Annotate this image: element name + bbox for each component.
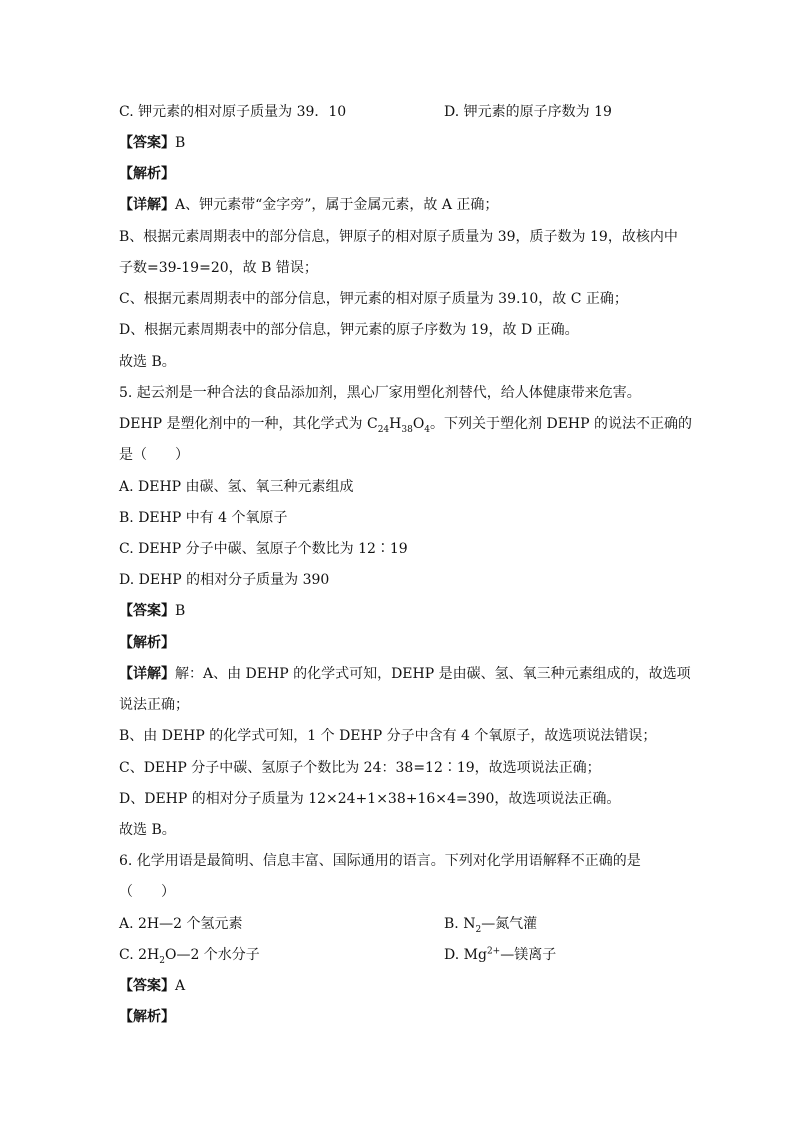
- q6-stem-line1: 6. 化学用语是最简明、信息丰富、国际通用的语言。下列对化学用语解释不正确的是: [119, 853, 641, 869]
- detail-label: 【详解】: [119, 197, 175, 213]
- q5-detail-c: C、DEHP 分子中碳、氢原子个数比为 24：38=12∶19，故选项说法正确；: [119, 760, 601, 776]
- option-text: —氮气灌: [481, 916, 538, 932]
- option-text: D. Mg: [444, 947, 487, 963]
- formula-superscript: 2+: [486, 946, 501, 957]
- option-text: O—2 个水分子: [164, 947, 260, 963]
- q4-option-d: D. 钾元素的原子序数为 19: [444, 104, 612, 120]
- formula-subscript: 24: [377, 424, 390, 435]
- option-text: C. 2H: [119, 947, 160, 963]
- option-text: B. N: [444, 916, 476, 932]
- q5-detail-a-line2: 说法正确；: [119, 697, 189, 713]
- answer-label: 【答案】: [119, 978, 175, 994]
- q5-analysis-label: 【解析】: [119, 635, 175, 651]
- q4-options-cd: [119, 102, 689, 122]
- detail-label: 【详解】: [119, 666, 175, 682]
- q5-answer: [119, 601, 689, 621]
- q5-detail-b: B、由 DEHP 的化学式可知，1 个 DEHP 分子中含有 4 个氧原子，故选项说法错误；: [119, 728, 657, 744]
- q4-detail-d: D、根据元素周期表中的部分信息，钾元素的原子序数为 19，故 D 正确。: [119, 322, 579, 338]
- q5-stem-text: DEHP 是塑化剂中的一种，其化学式为 C: [119, 416, 378, 432]
- q5-stem-line3: 是（ ）: [119, 447, 189, 463]
- formula-subscript: 2: [475, 924, 482, 935]
- detail-text: A、钾元素带“金字旁”，属于金属元素，故 A 正确；: [175, 197, 499, 213]
- q4-answer: [119, 133, 689, 153]
- q6-stem-line2: （ ）: [119, 884, 175, 900]
- q4-detail-b-line2: 子数=39-19=20，故 B 错误；: [119, 260, 318, 276]
- q5-option-b: B. DEHP 中有 4 个氧原子: [119, 510, 288, 526]
- detail-text: 解：A、由 DEHP 的化学式可知，DEHP 是由碳、氢、氧三种元素组成的，故选项: [175, 666, 691, 682]
- q4-analysis-label: 【解析】: [119, 166, 175, 182]
- q4-option-c: C. 钾元素的相对原子质量为 39．10: [119, 104, 347, 120]
- q6-options-ab: [119, 914, 689, 934]
- q5-conclusion: 故选 B。: [119, 822, 176, 838]
- formula-subscript: 38: [401, 424, 413, 435]
- formula-subscript: 2: [159, 955, 165, 966]
- q6-option-b: [444, 914, 537, 934]
- option-text: —镁离子: [500, 947, 557, 963]
- q4-detail-c: C、根据元素周期表中的部分信息，钾元素的相对原子质量为 39.10，故 C 正确；: [119, 291, 628, 307]
- q6-answer: [119, 976, 689, 996]
- q5-option-a: A. DEHP 由碳、氢、氧三种元素组成: [119, 479, 354, 495]
- answer-value: B: [175, 603, 186, 619]
- q5-stem-line1: 5. 起云剂是一种合法的食品添加剂，黑心厂家用塑化剂替代，给人体健康带来危害。: [119, 385, 641, 401]
- q6-option-a: A. 2H—2 个氢元素: [119, 916, 243, 932]
- q6-option-c: [119, 947, 260, 966]
- q5-detail-a-line1: [119, 664, 689, 684]
- q5-option-c: C. DEHP 分子中碳、氢原子个数比为 12∶19: [119, 541, 408, 557]
- q5-option-d: D. DEHP 的相对分子质量为 390: [119, 572, 330, 588]
- answer-value: B: [175, 135, 186, 151]
- q5-stem-text: 。下列关于塑化剂 DEHP 的说法不正确的: [430, 416, 693, 432]
- q6-analysis-label: 【解析】: [119, 1009, 175, 1025]
- q4-conclusion: 故选 B。: [119, 354, 176, 370]
- q5-detail-d: D、DEHP 的相对分子质量为 12×24+1×38+16×4=390，故选项说法正确。: [119, 791, 621, 807]
- formula-subscript: 4: [424, 424, 431, 435]
- q4-detail-b-line1: B、根据元素周期表中的部分信息，钾原子的相对原子质量为 39，质子数为 19，故核内中: [119, 229, 678, 245]
- formula-element: O: [412, 416, 425, 432]
- q6-options-cd: [119, 945, 689, 965]
- q6-option-d: [444, 945, 556, 965]
- q5-stem-line2: [119, 414, 693, 435]
- formula-element: H: [389, 416, 402, 432]
- answer-label: 【答案】: [119, 135, 175, 151]
- q4-detail-a: [119, 195, 689, 215]
- answer-value: A: [175, 978, 186, 994]
- answer-label: 【答案】: [119, 603, 175, 619]
